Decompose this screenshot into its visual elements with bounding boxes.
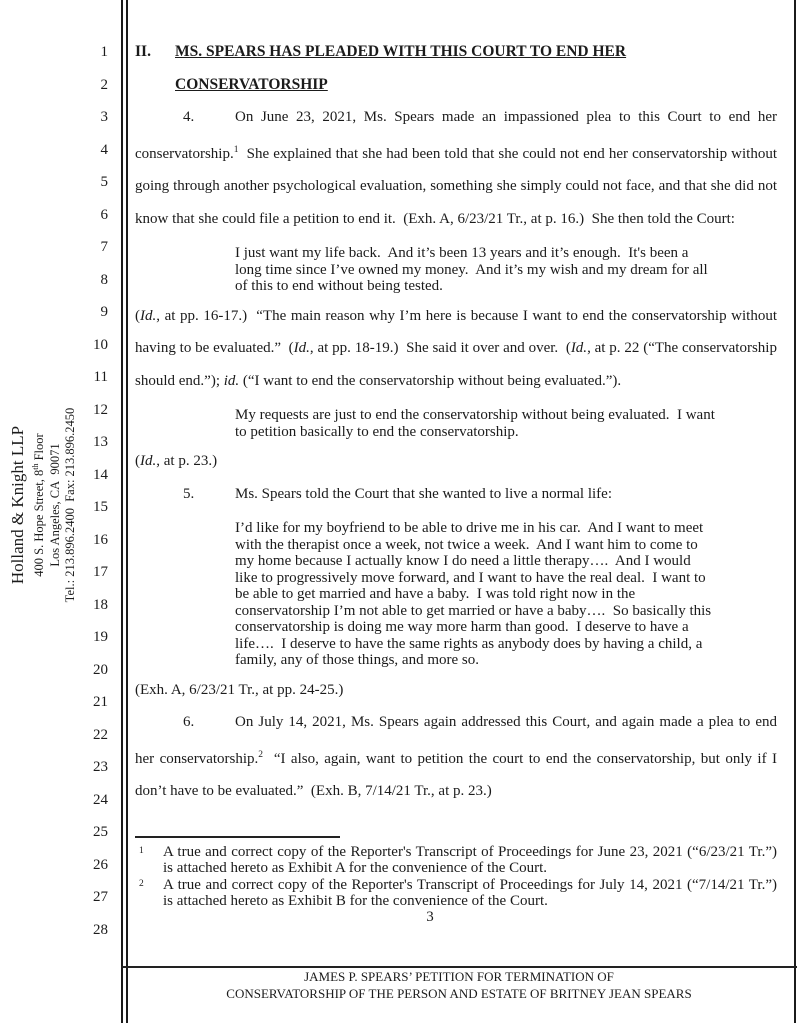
document-footer — [121, 969, 797, 1003]
line-number: 27 — [93, 889, 108, 905]
left-double-rule — [121, 0, 128, 1023]
block-quote-1: I just want my life back. And it’s been 13 years and it’s enough. It's been a long time since I’ve owned my money. And it’s my wish and my dream for all of this to end without being tested. — [235, 245, 708, 294]
line-number: 1 — [100, 44, 108, 60]
footnote-2 — [135, 877, 777, 910]
text-segment: , at pp. 18-19.) She said it over and over. ( — [309, 340, 571, 356]
line-number: 2 — [100, 76, 108, 93]
firm-address-ordinal: th — [31, 463, 40, 470]
footnote-2-text: A true and correct copy of the Reporter's Transcript of Proceedings for July 14, 2021 (“7/14/21 Tr.”) is attached hereto as Exhibit B for the convenience of the Court. — [163, 876, 777, 910]
line-number: 4 — [100, 141, 108, 158]
italic-text: id. — [223, 372, 240, 389]
text-segment: On July 14, 2021, Ms. Spears again addressed this Court, and again made a plea to end her conservatorship. — [135, 714, 777, 767]
paragraph-5-number: 5. — [183, 485, 195, 502]
paragraph-5-text: Ms. Spears told the Court that she wanted to live a normal life: — [235, 485, 613, 502]
line-number: 17 — [93, 564, 108, 580]
line-number: 16 — [93, 531, 108, 548]
line-number: 8 — [100, 271, 108, 288]
italic-text: Id. — [570, 340, 588, 356]
line-number: 28 — [93, 921, 108, 938]
firm-address-line3: Tel.: 213.896.2400 Fax: 213.896.2450 — [63, 407, 78, 603]
line-number: 11 — [93, 369, 108, 385]
text-segment: , at p. 22 (“The conservatorship should end.”); — [135, 340, 777, 389]
paragraph-5 — [135, 478, 777, 511]
line-number: 10 — [93, 336, 108, 353]
line-number: 13 — [93, 434, 108, 450]
firm-address-line1-rest: Floor — [32, 433, 47, 464]
firm-name: Holland & Knight LLP — [8, 425, 27, 585]
line-number: 23 — [93, 759, 108, 775]
footer-rule — [121, 966, 797, 968]
line-number-column — [0, 36, 108, 946]
citation-paragraph-1 — [135, 300, 777, 398]
text-segment: , at pp. 16-17.) “The main reason why I’m here is because I want to end the conservatorship without having to be evaluated.” ( — [135, 307, 777, 356]
text-segment: ( — [135, 307, 140, 324]
paragraph-4-number: 4. — [183, 109, 195, 125]
text-segment: She explained that she had been told that she could not end her conservatorship without going through another psychological evaluation, something she simply could not face, and that she did not know that she could file a petition to end it. (Exh. A, 6/23/21 Tr., at p. 16.) She then told the Court: — [135, 145, 777, 227]
text-segment: (“I want to end the conservatorship without being evaluated.”). — [239, 372, 622, 389]
line-number: 6 — [100, 206, 108, 223]
line-number: 19 — [93, 629, 108, 645]
footer-title-line2: CONSERVATORSHIP OF THE PERSON AND ESTATE OF BRITNEY JEAN SPEARS — [226, 985, 692, 1001]
line-number: 18 — [93, 596, 108, 613]
footnote-1 — [135, 844, 777, 877]
paragraph-6 — [135, 706, 777, 808]
line-number: 14 — [93, 466, 108, 483]
line-number: 9 — [100, 304, 108, 320]
section-heading-line2 — [175, 69, 777, 102]
italic-text: Id. — [293, 340, 310, 356]
line-number: 3 — [100, 109, 108, 125]
firm-address-line2: Los Angeles, CA 90071 — [47, 443, 62, 567]
section-heading-line1 — [135, 36, 777, 69]
section-heading-text2: CONSERVATORSHIP — [175, 75, 328, 93]
paragraph-4 — [135, 101, 777, 235]
line-number: 25 — [93, 824, 108, 840]
page-number: 3 — [426, 908, 434, 925]
section-heading-text: MS. SPEARS HAS PLEADED WITH THIS COURT TO END HER — [175, 43, 627, 60]
footnote-1-text: A true and correct copy of the Reporter's Transcript of Proceedings for June 23, 2021 (“6/23/21 Tr.”) is attached hereto as Exhibit A for the convenience of the Court. — [163, 843, 777, 877]
line-number: 26 — [93, 856, 108, 873]
block-quote-2: My requests are just to end the conservatorship without being evaluated. I want to petition basically to end the conservatorship. — [235, 407, 715, 440]
section-numeral: II. — [135, 43, 151, 60]
line-number: 15 — [93, 499, 108, 515]
firm-address-line1-text: 400 S. Hope Street, 8 — [32, 469, 47, 577]
paragraph-6-number: 6. — [183, 714, 195, 730]
text-segment: ( — [135, 453, 140, 469]
line-number: 20 — [93, 661, 108, 678]
footnote-2-number: 2 — [139, 878, 144, 889]
footnote-separator — [135, 836, 340, 838]
right-margin-rule — [794, 0, 796, 1023]
footnote-reference: 2 — [258, 749, 264, 760]
pleading-body — [135, 0, 777, 924]
footer-title-line1: JAMES P. SPEARS’ PETITION FOR TERMINATION OF — [304, 969, 614, 984]
line-number: 24 — [93, 791, 108, 808]
citation-paragraph-3: (Exh. A, 6/23/21 Tr., at pp. 24-25.) — [135, 681, 344, 698]
line-number: 22 — [93, 726, 108, 743]
citation-paragraph-2 — [135, 445, 777, 478]
line-number: 12 — [93, 401, 108, 418]
line-number: 7 — [100, 239, 108, 255]
text-segment: “I also, again, want to petition the court to end the conservatorship, but only if I don’t have to be evaluated.” (Exh. B, 7/14/21 Tr., at p. 23.) — [135, 750, 777, 799]
text-segment: , at p. 23.) — [156, 453, 218, 469]
italic-text: Id. — [140, 307, 157, 324]
italic-text: Id. — [140, 453, 157, 469]
line-number: 5 — [100, 174, 108, 190]
footnote-1-number: 1 — [139, 845, 144, 856]
line-number: 21 — [93, 694, 108, 710]
text-segment: On June 23, 2021, Ms. Spears made an impassioned plea to this Court to end her conservatorship. — [135, 109, 777, 162]
footnote-reference: 1 — [233, 144, 239, 155]
block-quote-3: I’d like for my boyfriend to be able to drive me in his car. And I want to meet with the therapist once a week, not twice a week. And I want him to come to my home because I actually know I do need a little therapy…. And I would like to progressively move forward, and I want to have the real deal. I want to be able to get married and have a baby. I was told right now in the conservatorship I’m not able to get married or have a baby…. So basically this conservatorship is doing me way more harm than good. I deserve to have a life…. I deserve to have the same rights as anybody does by having a child, a family, any of those things, and more so. — [235, 520, 712, 668]
